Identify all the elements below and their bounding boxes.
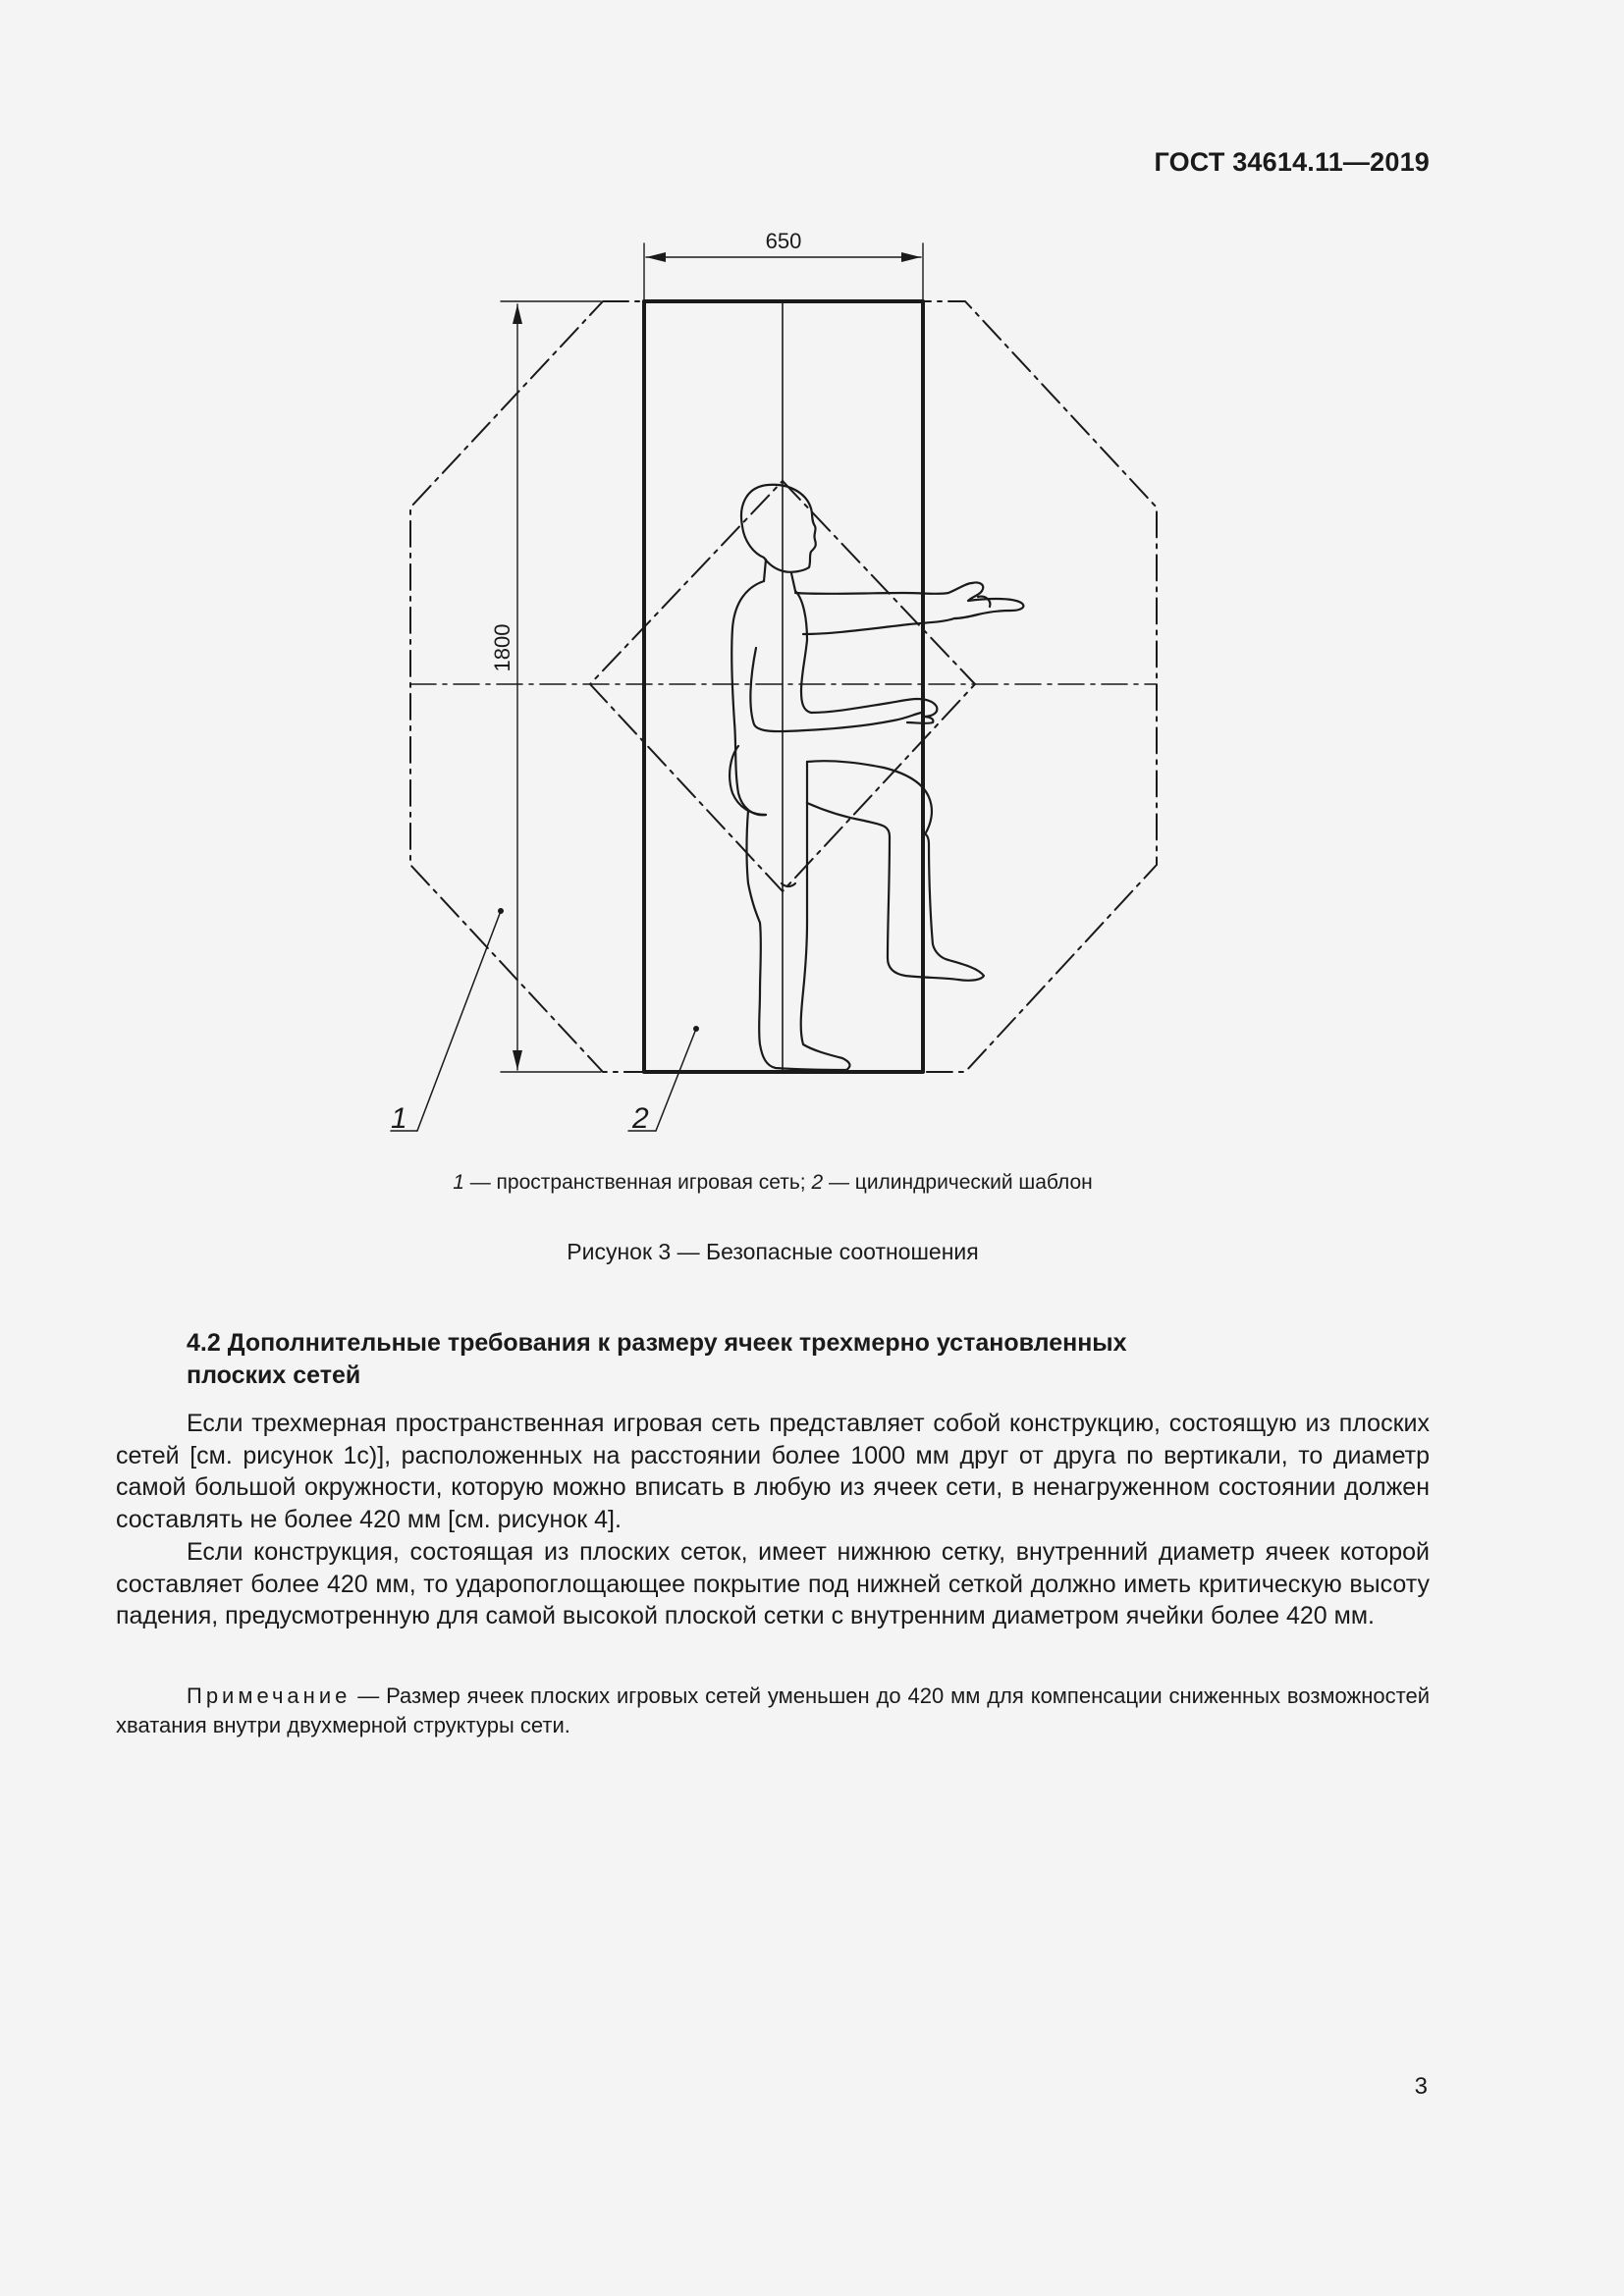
- figure-caption: Рисунок 3 — Безопасные соотношения: [567, 1239, 979, 1264]
- human-figure: [730, 485, 1023, 1070]
- callout-1-leader: [417, 911, 501, 1131]
- legend-number-1: 1: [453, 1171, 464, 1194]
- note-label: Примечание: [187, 1683, 352, 1708]
- net-envelope-octagon: [410, 301, 1157, 1072]
- legend-item-1: — пространственная игровая сеть;: [463, 1171, 812, 1194]
- note-text: — Размер ячеек плоских игровых сетей уменьшен до 420 мм для компенсации сниженных возможностей хватания внутри двухмерной структуры сети.: [116, 1683, 1430, 1737]
- callout-2-leader: [656, 1029, 696, 1131]
- paragraph-2: Если конструкция, состоящая из плоских сеток, имеет нижнюю сетку, внутренний диаметр ячеек которой составляет более 420 мм, то ударопоглощающее покрытие под нижней сеткой должно иметь критическую высоту падения, предусмотренную для самой высокой плоской сетки с внутренним диаметром ячейки более 420 мм.: [116, 1538, 1430, 1629]
- legend-item-2: — цилиндрический шаблон: [823, 1171, 1093, 1194]
- section-title-line-1: 4.2 Дополнительные требования к размеру ячеек трехмерно установленных: [187, 1329, 1127, 1357]
- cylinder-template-rect: [644, 301, 923, 1072]
- width-dimension-label: 650: [765, 229, 802, 253]
- height-dimension-label: 1800: [490, 623, 514, 672]
- callout-1-label: 1: [391, 1102, 407, 1135]
- callout-2-label: 2: [632, 1102, 649, 1135]
- section-title: [187, 1327, 1286, 1392]
- note: [116, 1682, 1430, 1740]
- paragraph-1: Если трехмерная пространственная игровая сеть представляет собой конструкцию, состоящую из плоских сетей [см. рисунок 1с)], расположенных на расстоянии более 1000 мм друг от друга по вертикали, то диаметр самой большой окружности, которую можно вписать в любую из ячеек сети, в ненагруженном состоянии должен составлять не более 420 мм [см. рисунок 4].: [116, 1410, 1430, 1533]
- section-title-line-2: плоских сетей: [187, 1362, 361, 1389]
- page-number: 3: [1414, 2073, 1428, 2100]
- figure-legend: [0, 1171, 1545, 1195]
- legend-number-2: 2: [811, 1171, 824, 1194]
- document-code: ГОСТ 34614.11—2019: [1154, 147, 1430, 177]
